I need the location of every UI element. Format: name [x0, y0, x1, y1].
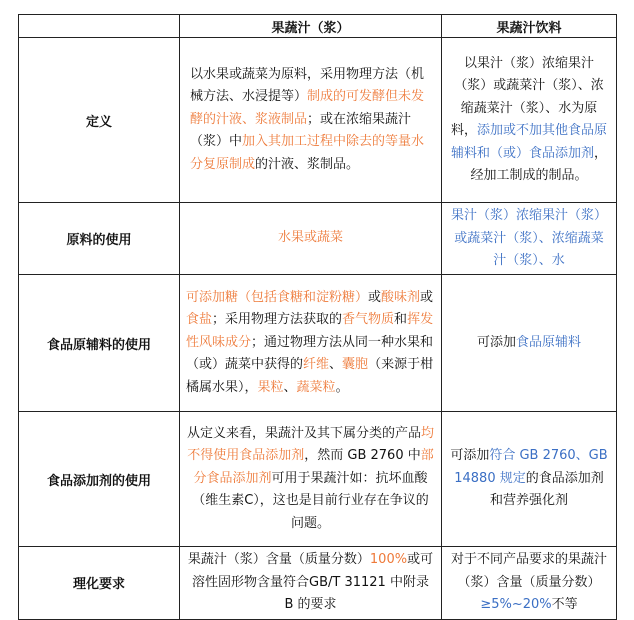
row-label: 食品原辅料的使用 [19, 275, 180, 412]
plain-text: 、 [283, 379, 297, 395]
highlighted-text: 部分食品添加剂 [193, 448, 434, 486]
highlighted-text: 蔬菜粒 [296, 379, 336, 395]
row-physchem [19, 547, 617, 620]
plain-text: 的汁液、浆制品。 [255, 156, 360, 172]
highlighted-text: 食品原辅料 [516, 334, 582, 350]
row-label: 食品添加剂的使用 [19, 412, 180, 547]
highlighted-text: 符合 GB 2760、GB 14880 规定 [454, 448, 608, 486]
row-additives [19, 412, 617, 547]
plain-text: ；通过物理方法从同一种水果和（或）蔬菜中获得的 [186, 334, 434, 373]
plain-text: 或 [368, 289, 382, 305]
header-drink: 果蔬汁饮料 [442, 15, 617, 38]
highlighted-text: 果粒 [257, 379, 284, 395]
highlighted-text: ≥5%~20% [480, 597, 552, 612]
highlighted-text: 100% [369, 552, 408, 567]
drink-definition-cell [442, 38, 617, 203]
highlighted-text: 囊胞 [342, 357, 369, 373]
plain-text: 果蔬汁（浆）含量（质量分数） [187, 552, 370, 567]
highlighted-text: 食盐 [186, 312, 213, 328]
highlighted-text: 加入其加工过程中除去的等量水分复原制成 [190, 134, 425, 172]
plain-text: 或 [420, 289, 434, 305]
highlighted-text: 制成的可发酵但未发酵的汁液、浆液制品 [190, 89, 425, 127]
plain-text: 以果汁（浆）浓缩果汁（浆）或蔬菜汁（浆）、浓缩蔬菜汁（浆）、水为原料， [450, 55, 604, 138]
row-raw-materials [19, 203, 617, 275]
plain-text: 可添加 [476, 334, 516, 350]
highlighted-text: 可添加糖（包括食糖和淀粉糖） [186, 289, 369, 305]
juice-definition-cell [180, 38, 442, 203]
plain-text: 可添加 [450, 448, 490, 464]
comparison-table-container [18, 14, 616, 620]
table-header-row [19, 15, 617, 38]
drink-additives-cell [442, 412, 617, 547]
row-label: 定义 [19, 38, 180, 203]
juice-additives-cell [180, 412, 442, 547]
plain-text: ；采用物理方法获取的 [212, 312, 343, 328]
plain-text: （来源于柑橘属水果）， [186, 357, 434, 395]
plain-text: 、 [329, 357, 343, 373]
row-label: 理化要求 [19, 547, 180, 620]
highlighted-text: 果汁（浆）浓缩果汁（浆）或蔬菜汁（浆）、浓缩蔬菜汁（浆）、水 [450, 208, 607, 268]
juice-physchem-cell [180, 547, 442, 620]
comparison-table [18, 14, 617, 620]
plain-text: 或可溶性固形物含量符合GB/T 31121 中附录 B 的要求 [192, 552, 434, 612]
plain-text: 。 [335, 379, 349, 395]
highlighted-text: 香气物质 [342, 312, 395, 328]
juice-ingredients-cell [180, 275, 442, 412]
drink-raw-materials-cell [442, 203, 617, 275]
highlighted-text: 添加或不加其他食品原辅料和（或）食品添加剂 [450, 123, 608, 161]
highlighted-text: 酸味剂 [381, 289, 421, 305]
drink-raw-materials-clip [448, 205, 610, 272]
row-ingredients [19, 275, 617, 412]
highlighted-text: 均不得使用食品添加剂 [187, 425, 435, 464]
highlighted-text: 纤维 [303, 357, 330, 373]
plain-text: 不等 [551, 597, 578, 612]
plain-text: 可用于果蔬汁如：抗坏血酸（维生素C），这也是目前行业存在争议的问题。 [192, 470, 429, 531]
plain-text: 的食品添加剂和营养强化剂 [489, 470, 604, 509]
header-blank-cell [19, 15, 180, 38]
row-definition [19, 38, 617, 203]
highlighted-text: 挥发性风味成分 [186, 312, 434, 350]
plain-text: 和 [394, 312, 408, 328]
plain-text: 以水果或蔬菜为原料，采用物理方法（机械方法、水浸提等） [190, 66, 425, 105]
drink-ingredients-cell [442, 275, 617, 412]
plain-text: 从定义来看，果蔬汁及其下属分类的产品 [186, 425, 421, 441]
header-juice: 果蔬汁（浆） [180, 15, 442, 38]
plain-text: ，经加工制成的制品。 [470, 145, 608, 183]
juice-raw-materials-cell [180, 203, 442, 275]
plain-text: ，然而 GB 2760 中 [304, 448, 421, 464]
drink-physchem-cell [442, 547, 617, 620]
plain-text: 对于不同产品要求的果蔬汁（浆）含量（质量分数） [450, 552, 607, 590]
row-label: 原料的使用 [19, 203, 180, 275]
plain-text: ；或在浓缩果蔬汁（浆）中 [190, 111, 412, 150]
highlighted-text: 水果或蔬菜 [277, 230, 343, 246]
